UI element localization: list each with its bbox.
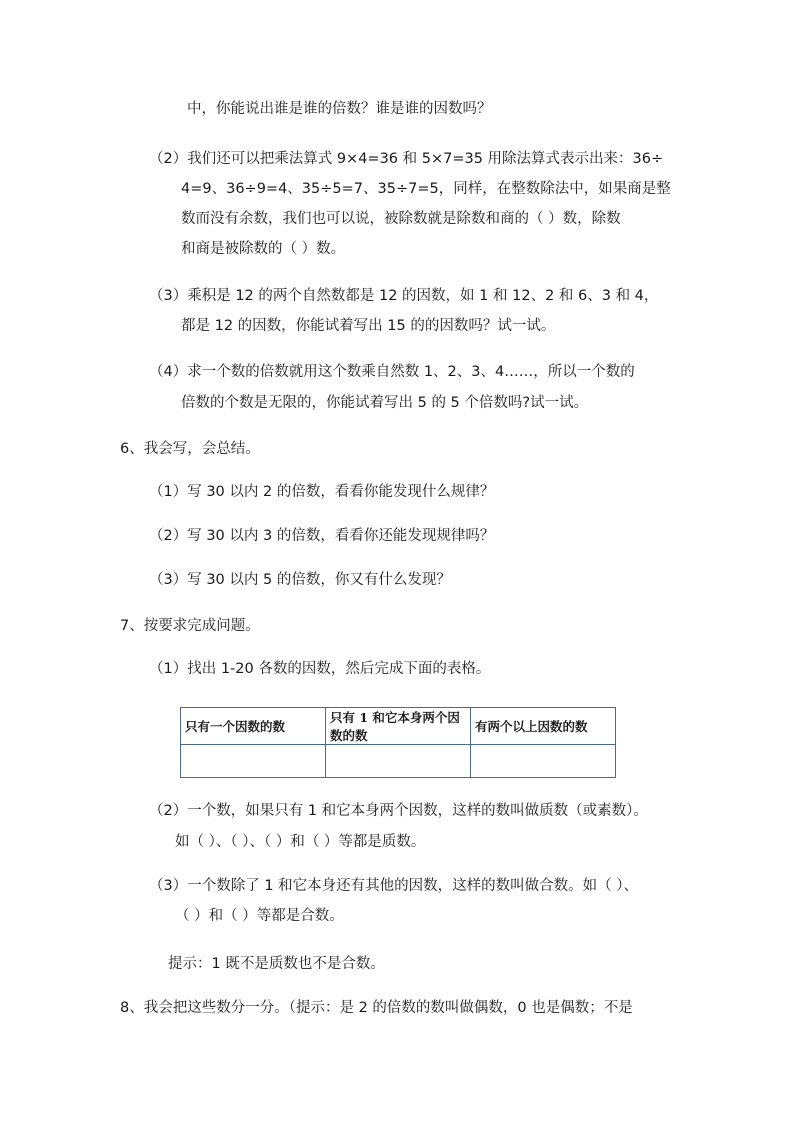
table-header-cell: 只有一个因数的数 [181, 708, 326, 745]
text-line-1: 中，你能说出谁是谁的倍数？谁是谁的因数吗？ [187, 101, 492, 117]
text-line-4: 数而没有余数，我们也可以说，被除数就是除数和商的（ ）数，除数 [181, 211, 621, 227]
text-line-18: （3）一个数除了 1 和它本身还有其他的因数，这样的数叫做合数。如（ ）、 [149, 878, 639, 894]
table-header-cell: 只有 1 和它本身两个因数的数 [326, 708, 471, 745]
section-heading-7: 7、按要求完成问题。 [120, 618, 260, 634]
hint-text: 提示：1 既不是质数也不是合数。 [168, 956, 385, 972]
text-line-6: （3）乘积是 12 的两个自然数都是 12 的因数，如 1 和 12、2 和 6、3 和 4， [149, 288, 659, 304]
table-cell[interactable] [326, 745, 471, 778]
text-line-12: （2）写 30 以内 3 的倍数，看看你还能发现规律吗？ [149, 528, 495, 544]
text-line-15: （1）找出 1-20 各数的因数，然后完成下面的表格。 [149, 661, 491, 677]
text-line-17: 如（ ）、（ ）、（ ）和（ ）等都是质数。 [175, 834, 426, 850]
table-header-row [181, 708, 616, 745]
table-header-cell: 有两个以上因数的数 [471, 708, 616, 745]
text-line-3: 4=9、36÷9=4、35÷5=7、35÷7=5，同样，在整数除法中，如果商是整 [181, 181, 671, 197]
text-line-7: 都是 12 的因数，你能试着写出 15 的的因数吗？试一试。 [181, 318, 556, 334]
text-line-13: （3）写 30 以内 5 的倍数，你又有什么发现？ [149, 572, 451, 588]
text-line-9: 倍数的个数是无限的，你能试着写出 5 的 5 个倍数吗?试一试。 [181, 395, 589, 411]
text-line-2: （2）我们还可以把乘法算式 9×4=36 和 5×7=35 用除法算式表示出来：36÷ [149, 151, 664, 167]
table-cell[interactable] [181, 745, 326, 778]
table-cell[interactable] [471, 745, 616, 778]
text-line-16: （2）一个数，如果只有 1 和它本身两个因数，这样的数叫做质数（或素数）。 [149, 803, 648, 819]
section-heading-6: 6、我会写，会总结。 [120, 441, 260, 457]
section-heading-8: 8、我会把这些数分一分。（提示：是 2 的倍数的数叫做偶数，0 也是偶数；不是 [120, 1000, 633, 1016]
text-line-5: 和商是被除数的（ ）数。 [181, 241, 346, 257]
text-line-8: （4）求一个数的倍数就用这个数乘自然数 1、2、3、4……，所以一个数的 [149, 364, 635, 380]
factor-classification-table [180, 707, 616, 778]
text-line-19: （ ）和（ ）等都是合数。 [175, 908, 344, 924]
table-row [181, 745, 616, 778]
text-line-11: （1）写 30 以内 2 的倍数，看看你能发现什么规律？ [149, 484, 495, 500]
